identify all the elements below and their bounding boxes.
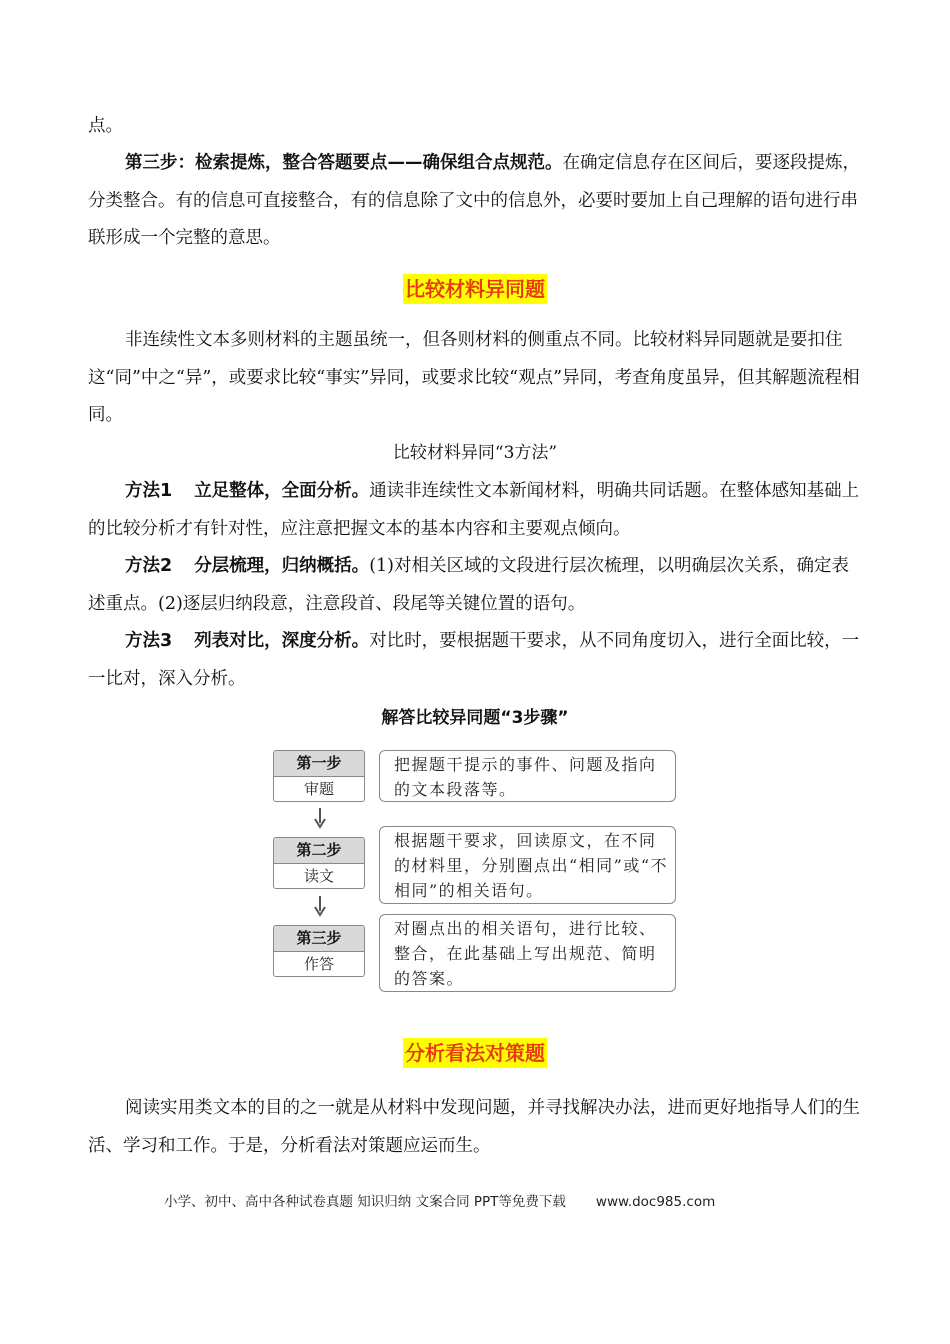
method-3 [88,623,866,698]
flow-step-3-desc: 对圈点出的相关语句，进行比较、整合，在此基础上写出规范、简明的答案。 [379,914,676,992]
paragraph-analysis-intro: 阅读实用类文本的目的之一就是从材料中发现问题，并寻找解决办法，进而更好地指导人们的生活、学习和工作。于是，分析看法对策题应运而生。 [88,1098,860,1156]
flow-step-1-name: 审题 [303,780,334,798]
method-2-label: 方法2 [125,556,173,576]
step-three-title: 第三步：检索提炼，整合答题要点——确保组合点规范。 [125,153,563,173]
flow-step-2-name: 读文 [303,867,334,885]
flow-step-3-num: 第三步 [274,926,364,952]
method-1-title: 立足整体，全面分析。 [194,481,370,501]
method-2-title: 分层梳理，归纳概括。 [194,556,370,576]
paragraph-step-three [88,145,866,258]
down-arrow-icon [313,808,327,830]
method-3-label: 方法3 [125,631,173,651]
flow-step-3 [273,925,365,977]
step-three-text: 在确定信息存在区间后，要逐段提炼，分类整合。有的信息可直接整合，有的信息除了文中的信息外，必要时要加上自己理解的语句进行串联形成一个完整的意思。 [88,153,860,248]
section-heading-wrap-2 [0,1038,950,1068]
flow-step-3-name: 作答 [303,955,334,973]
method-3-title: 列表对比，深度分析。 [194,631,370,651]
flow-step-2 [273,837,365,889]
footer-url[interactable]: www.doc985.com [595,1194,716,1210]
flow-step-1-desc: 把握题干提示的事件、问题及指向的文本段落等。 [379,750,676,802]
paragraph-intro-tail: 点。 [88,116,123,136]
method-2-text: (1)对相关区域的文段进行层次梳理，以明确层次关系，确定表述重点。(2)逐层归纳段意，注意段首、段尾等关键位置的语句。 [88,556,849,614]
method-3-text: 对比时，要根据题干要求，从不同角度切入，进行全面比较，一一比对，深入分析。 [88,631,860,689]
down-arrow-icon [313,896,327,918]
flow-step-2-num: 第二步 [274,838,364,864]
section-heading-wrap [0,274,950,304]
steps-title: 解答比较异同题“3步骤” [381,708,569,728]
method-1-text: 通读非连续性文本新闻材料，明确共同话题。在整体感知基础上的比较分析才有针对性，应注意把握文本的基本内容和主要观点倾向。 [88,481,860,539]
method-1-label: 方法1 [125,481,173,501]
flow-step-1 [273,750,365,802]
section-heading-analysis: 分析看法对策题 [403,1038,547,1068]
flow-step-1-num: 第一步 [274,751,364,777]
section-heading-compare: 比较材料异同题 [403,274,547,304]
flow-step-2-desc: 根据题干要求，回读原文，在不同的材料里，分别圈点出“相同”或“不相同”的相关语句。 [379,826,676,904]
method-1 [88,473,866,548]
paragraph-compare-intro: 非连续性文本多则材料的主题虽统一，但各则材料的侧重点不同。比较材料异同题就是要扣住这“同”中之“异”，或要求比较“事实”异同，或要求比较“观点”异同，考查角度虽异，但其解题流程相同。 [88,330,860,425]
page-footer [164,1192,715,1212]
footer-text: 小学、初中、高中各种试卷真题 知识归纳 文案合同 PPT等免费下载 [164,1194,566,1210]
methods-title: 比较材料异同“3方法” [392,443,558,463]
method-2 [88,548,866,623]
